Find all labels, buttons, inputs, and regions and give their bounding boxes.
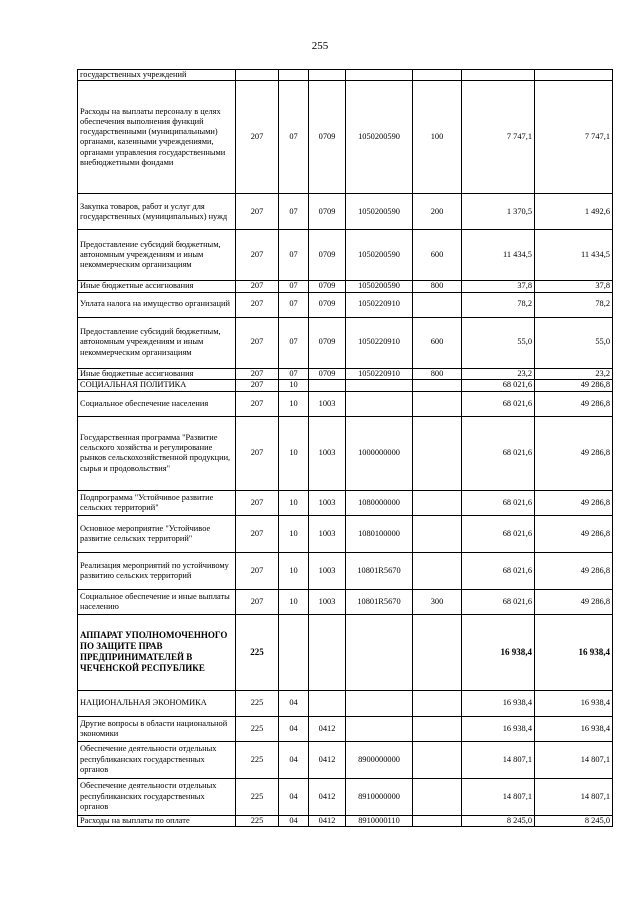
cell-grbs [236,70,279,81]
table-row [78,230,613,281]
table-row [78,589,613,614]
cell-amount-2: 16 938,4 [535,690,613,716]
table-row [78,292,613,317]
cell-amount-1: 16 938,4 [462,716,535,741]
cell-expense-type: 100 [413,81,462,194]
cell-section: 07 [279,281,309,292]
cell-target-article: 1050200590 [346,281,413,292]
cell-subsection: 1003 [309,391,346,416]
table-row [78,81,613,194]
cell-target-article: 1080100000 [346,515,413,552]
cell-name: Предоставление субсидий бюджетным, автономным учреждениям и иным некоммерческим организациям [78,230,236,281]
cell-name: Другие вопросы в области национальной экономики [78,716,236,741]
cell-subsection: 0412 [309,778,346,815]
cell-grbs: 207 [236,81,279,194]
cell-expense-type [413,70,462,81]
cell-section: 07 [279,292,309,317]
cell-expense-type [413,391,462,416]
cell-name: Социальное обеспечение и иные выплаты населению [78,589,236,614]
cell-subsection: 0709 [309,81,346,194]
cell-grbs: 225 [236,614,279,690]
cell-section: 07 [279,368,309,379]
cell-section: 04 [279,716,309,741]
cell-amount-2: 14 807,1 [535,741,613,778]
cell-grbs: 207 [236,391,279,416]
cell-section: 07 [279,317,309,368]
cell-section: 04 [279,741,309,778]
cell-subsection [309,379,346,391]
cell-name: АППАРАТ УПОЛНОМОЧЕННОГО ПО ЗАЩИТЕ ПРАВ ПРЕДПРИНИМАТЕЛЕЙ В ЧЕЧЕНСКОЙ РЕСПУБЛИКЕ [78,614,236,690]
cell-expense-type: 300 [413,589,462,614]
cell-expense-type [413,741,462,778]
cell-amount-2: 49 286,8 [535,490,613,515]
cell-name: Основное мероприятие "Устойчивое развитие сельских территорий" [78,515,236,552]
cell-target-article: 1000000000 [346,416,413,490]
cell-subsection: 1003 [309,490,346,515]
cell-name: Закупка товаров, работ и услуг для государственных (муниципальных) нужд [78,194,236,230]
cell-grbs: 207 [236,368,279,379]
cell-target-article: 1050200590 [346,194,413,230]
cell-subsection: 1003 [309,589,346,614]
cell-subsection: 0709 [309,292,346,317]
cell-section: 07 [279,230,309,281]
cell-expense-type [413,515,462,552]
cell-target-article: 8910000000 [346,778,413,815]
cell-amount-1: 23,2 [462,368,535,379]
table-row [78,368,613,379]
cell-section [279,614,309,690]
cell-target-article: 1050200590 [346,81,413,194]
cell-subsection: 0412 [309,741,346,778]
cell-grbs: 207 [236,292,279,317]
cell-expense-type [413,490,462,515]
cell-target-article: 10801R5670 [346,589,413,614]
table-row [78,379,613,391]
cell-target-article [346,391,413,416]
cell-amount-1: 68 021,6 [462,379,535,391]
cell-grbs: 207 [236,317,279,368]
cell-target-article [346,379,413,391]
cell-name: Социальное обеспечение населения [78,391,236,416]
cell-target-article: 1050220910 [346,368,413,379]
table-row [78,490,613,515]
cell-target-article [346,614,413,690]
cell-amount-1: 68 021,6 [462,589,535,614]
cell-target-article: 1050200590 [346,230,413,281]
table-row [78,391,613,416]
cell-expense-type [413,416,462,490]
cell-name: Подпрограмма "Устойчивое развитие сельских территорий" [78,490,236,515]
cell-expense-type [413,292,462,317]
cell-subsection: 0709 [309,194,346,230]
cell-name: Государственная программа "Развитие сельского хозяйства и регулирование рынков сельскохозяйственной продукции, сырья и продовольствия" [78,416,236,490]
budget-table [77,69,613,827]
cell-expense-type: 200 [413,194,462,230]
cell-amount-2: 23,2 [535,368,613,379]
cell-expense-type: 600 [413,230,462,281]
cell-section: 10 [279,490,309,515]
cell-amount-2: 49 286,8 [535,391,613,416]
cell-section [279,70,309,81]
cell-amount-2 [535,70,613,81]
cell-section: 04 [279,815,309,826]
cell-section: 04 [279,778,309,815]
cell-subsection: 0412 [309,815,346,826]
table-body [78,70,613,827]
cell-section: 07 [279,194,309,230]
cell-amount-2: 49 286,8 [535,416,613,490]
cell-amount-1: 1 370,5 [462,194,535,230]
cell-subsection: 0709 [309,230,346,281]
cell-name: СОЦИАЛЬНАЯ ПОЛИТИКА [78,379,236,391]
cell-target-article: 8910000110 [346,815,413,826]
cell-section: 10 [279,379,309,391]
cell-grbs: 225 [236,690,279,716]
cell-target-article [346,70,413,81]
cell-name: Обеспечение деятельности отдельных республиканских государственных органов [78,778,236,815]
cell-grbs: 225 [236,741,279,778]
cell-expense-type: 800 [413,368,462,379]
cell-subsection [309,614,346,690]
cell-section: 10 [279,515,309,552]
cell-name: Обеспечение деятельности отдельных республиканских государственных органов [78,741,236,778]
cell-amount-2: 8 245,0 [535,815,613,826]
cell-subsection: 0709 [309,317,346,368]
cell-target-article: 1050220910 [346,292,413,317]
cell-subsection: 1003 [309,515,346,552]
cell-section: 10 [279,552,309,589]
cell-expense-type [413,815,462,826]
table-row [78,690,613,716]
cell-grbs: 207 [236,490,279,515]
cell-amount-2: 16 938,4 [535,614,613,690]
cell-amount-2: 16 938,4 [535,716,613,741]
cell-amount-1: 14 807,1 [462,778,535,815]
cell-section: 10 [279,416,309,490]
cell-amount-1 [462,70,535,81]
cell-expense-type [413,379,462,391]
cell-name: Уплата налога на имущество организаций [78,292,236,317]
cell-expense-type [413,614,462,690]
cell-name: Расходы на выплаты по оплате [78,815,236,826]
cell-amount-1: 37,8 [462,281,535,292]
cell-name: Иные бюджетные ассигнования [78,281,236,292]
cell-amount-1: 68 021,6 [462,391,535,416]
table-row [78,716,613,741]
cell-amount-1: 68 021,6 [462,490,535,515]
cell-amount-2: 7 747,1 [535,81,613,194]
cell-name: государственных учреждений [78,70,236,81]
cell-grbs: 207 [236,515,279,552]
cell-grbs: 207 [236,379,279,391]
cell-amount-2: 49 286,8 [535,552,613,589]
cell-expense-type: 800 [413,281,462,292]
cell-amount-2: 49 286,8 [535,589,613,614]
cell-amount-2: 49 286,8 [535,515,613,552]
table-row [78,317,613,368]
cell-amount-2: 78,2 [535,292,613,317]
cell-expense-type [413,716,462,741]
cell-amount-2: 14 807,1 [535,778,613,815]
cell-expense-type: 600 [413,317,462,368]
table-row [78,741,613,778]
cell-amount-1: 68 021,6 [462,552,535,589]
cell-amount-1: 7 747,1 [462,81,535,194]
cell-section: 04 [279,690,309,716]
cell-amount-1: 16 938,4 [462,614,535,690]
cell-grbs: 207 [236,589,279,614]
cell-name: Предоставление субсидий бюджетным, автономным учреждениям и иным некоммерческим организациям [78,317,236,368]
cell-subsection: 1003 [309,552,346,589]
cell-expense-type [413,778,462,815]
table-row [78,194,613,230]
page-number: 255 [311,40,329,52]
table-row [78,552,613,589]
table-row [78,614,613,690]
cell-amount-2: 55,0 [535,317,613,368]
cell-amount-1: 8 245,0 [462,815,535,826]
cell-amount-1: 68 021,6 [462,416,535,490]
cell-target-article: 8900000000 [346,741,413,778]
cell-amount-2: 11 434,5 [535,230,613,281]
cell-subsection: 0709 [309,281,346,292]
cell-target-article: 10801R5670 [346,552,413,589]
table-row [78,416,613,490]
cell-section: 10 [279,589,309,614]
cell-grbs: 207 [236,281,279,292]
cell-grbs: 207 [236,552,279,589]
cell-amount-1: 55,0 [462,317,535,368]
cell-grbs: 225 [236,778,279,815]
cell-amount-1: 14 807,1 [462,741,535,778]
cell-grbs: 207 [236,416,279,490]
cell-subsection [309,690,346,716]
cell-subsection: 0709 [309,368,346,379]
cell-amount-2: 1 492,6 [535,194,613,230]
cell-subsection: 1003 [309,416,346,490]
cell-subsection: 0412 [309,716,346,741]
table-row [78,281,613,292]
cell-grbs: 207 [236,230,279,281]
cell-name: Иные бюджетные ассигнования [78,368,236,379]
cell-amount-2: 49 286,8 [535,379,613,391]
table-row [78,515,613,552]
cell-amount-2: 37,8 [535,281,613,292]
cell-target-article [346,716,413,741]
cell-target-article [346,690,413,716]
cell-amount-1: 11 434,5 [462,230,535,281]
cell-target-article: 1080000000 [346,490,413,515]
cell-expense-type [413,552,462,589]
cell-grbs: 225 [236,716,279,741]
cell-amount-1: 78,2 [462,292,535,317]
cell-name: Реализация мероприятий по устойчивому развитию сельских территорий [78,552,236,589]
cell-amount-1: 68 021,6 [462,515,535,552]
cell-subsection [309,70,346,81]
cell-target-article: 1050220910 [346,317,413,368]
cell-section: 07 [279,81,309,194]
cell-name: Расходы на выплаты персоналу в целях обеспечения выполнения функций государственными (муниципальными) органами, казенными учреждениями, органами управления государственными внебюджетными фондами [78,81,236,194]
cell-name: НАЦИОНАЛЬНАЯ ЭКОНОМИКА [78,690,236,716]
cell-section: 10 [279,391,309,416]
table-row [78,778,613,815]
cell-expense-type [413,690,462,716]
cell-grbs: 207 [236,194,279,230]
cell-grbs: 225 [236,815,279,826]
table-row [78,70,613,81]
table-row [78,815,613,826]
cell-amount-1: 16 938,4 [462,690,535,716]
